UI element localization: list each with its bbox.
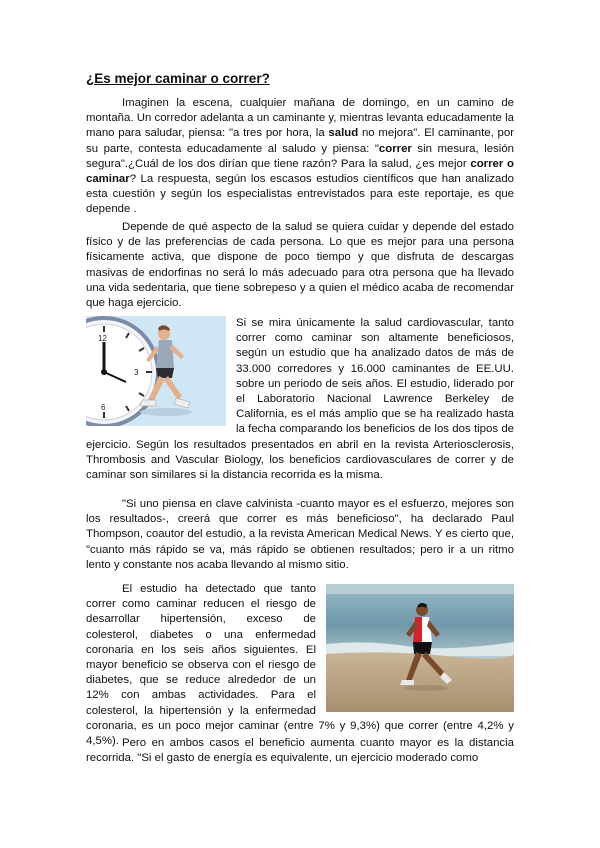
paragraph-depende: Depende de qué aspecto de la salud se quiera cuidar y depende del estado físico y de las preferencias de cada persona. Lo que es mejor para una persona físicamente activa, que dispone de poco tiempo y que disfruta de descargas masivas de endorfinas no será lo más adecuado para otra persona que ha llevado una vida sedentaria, que tiene sobrepeso y a quien el médico acaba de recomendar que haga ejercicio. (86, 221, 514, 310)
clock-walker-svg (86, 316, 226, 426)
p5-text: El estudio ha detectado que tanto correr como caminar reducen el riesgo de desarrollar hipertensión, exceso de colesterol, diabetes o una enfermedad coronaria en los seis años siguientes. El mayor beneficio se observa con el riesgo de diabetes, que se reduce alrededor de un 12% con ambas actividades. Para el colesterol, la hipertensión y la enfermedad coronaria, es un poco mejor caminar (entre 7% y 9,3%) que correr (entre 4,2% y 4,5%). (86, 583, 514, 748)
beach-runner-photo (326, 584, 514, 712)
clock-numeral-6: 6 (101, 403, 106, 412)
clock-numeral-12: 12 (98, 334, 107, 343)
clock-numeral-3: 3 (134, 368, 139, 377)
p1-text-a: Imaginen la escena, cualquier mañana de domingo, en un camino de montaña. Un corredor adelanta a un caminante y, mientras levanta educadamente la mano para saludar, piensa: "a tres por hora, la (86, 97, 514, 140)
p3-text: Si se mira únicamente la salud cardiovascular, tanto correr como caminar son altamente beneficiosos, según un estudio que ha analizado datos de más de 33.000 corredores y 16.000 caminantes de EE.UU. sobre un periodo de seis años. El estudio, liderado por el Laboratorio Nacional Lawrence Berkeley de California, es el más amplio que se ha realizado hasta la fecha comparando los beneficios de los dos tipos de ejercicio. Según los resultados presentados en abril en la revista Arteriosclerosis, Thrombosis and Vascular Biology, los beneficios cardiovasculares de correr y de caminar son similares si la distancia recorrida es la misma. (86, 317, 514, 482)
paragraph-calvinista: "Si uno piensa en clave calvinista -cuanto mayor es el esfuerzo, mejores son los resultados-, creerá que correr es más beneficioso", ha declarado Paul Thompson, coautor del estudio, a la revista American Medical News. Y es cierto que, "cuanto más rápido se va, más rápido se obtienen resultados; pero ir a un ritmo lento y constante nos acaba llevando al mismo sitio. (86, 498, 514, 571)
p1-bold-correr-o-caminar: correr o caminar (86, 157, 514, 186)
p1-bold-correr: correr (378, 142, 412, 155)
clock-walker-illustration (86, 316, 226, 426)
p1-text-c: no mejora". El caminante, por su parte, contesta educadamente al saludo y piensa: " (86, 127, 514, 155)
p1-bold-salud: salud (328, 127, 359, 140)
paragraph-distancia: Pero en ambos casos el beneficio aumenta cuanto mayor es la distancia recorrida. "Si el gasto de energía es equivalente, un ejercicio moderado como (86, 737, 514, 765)
paragraph-cardiovascular (86, 316, 514, 483)
p1-text-d: sin mesura, lesión segura".¿Cuál de los dos dirían que tiene razón? Para la salud, ¿es mejor (86, 142, 514, 170)
paragraph-intro (86, 96, 514, 218)
p1-text-e: ? La respuesta, según los escasos estudios científicos que han analizado esta cuestión y según los especialistas entrevistados para este reportaje, es que depende . (86, 173, 514, 216)
beach-runner-svg (326, 584, 514, 712)
paragraph-estudio (86, 582, 514, 749)
article-title: ¿Es mejor caminar o correr? (86, 71, 270, 86)
